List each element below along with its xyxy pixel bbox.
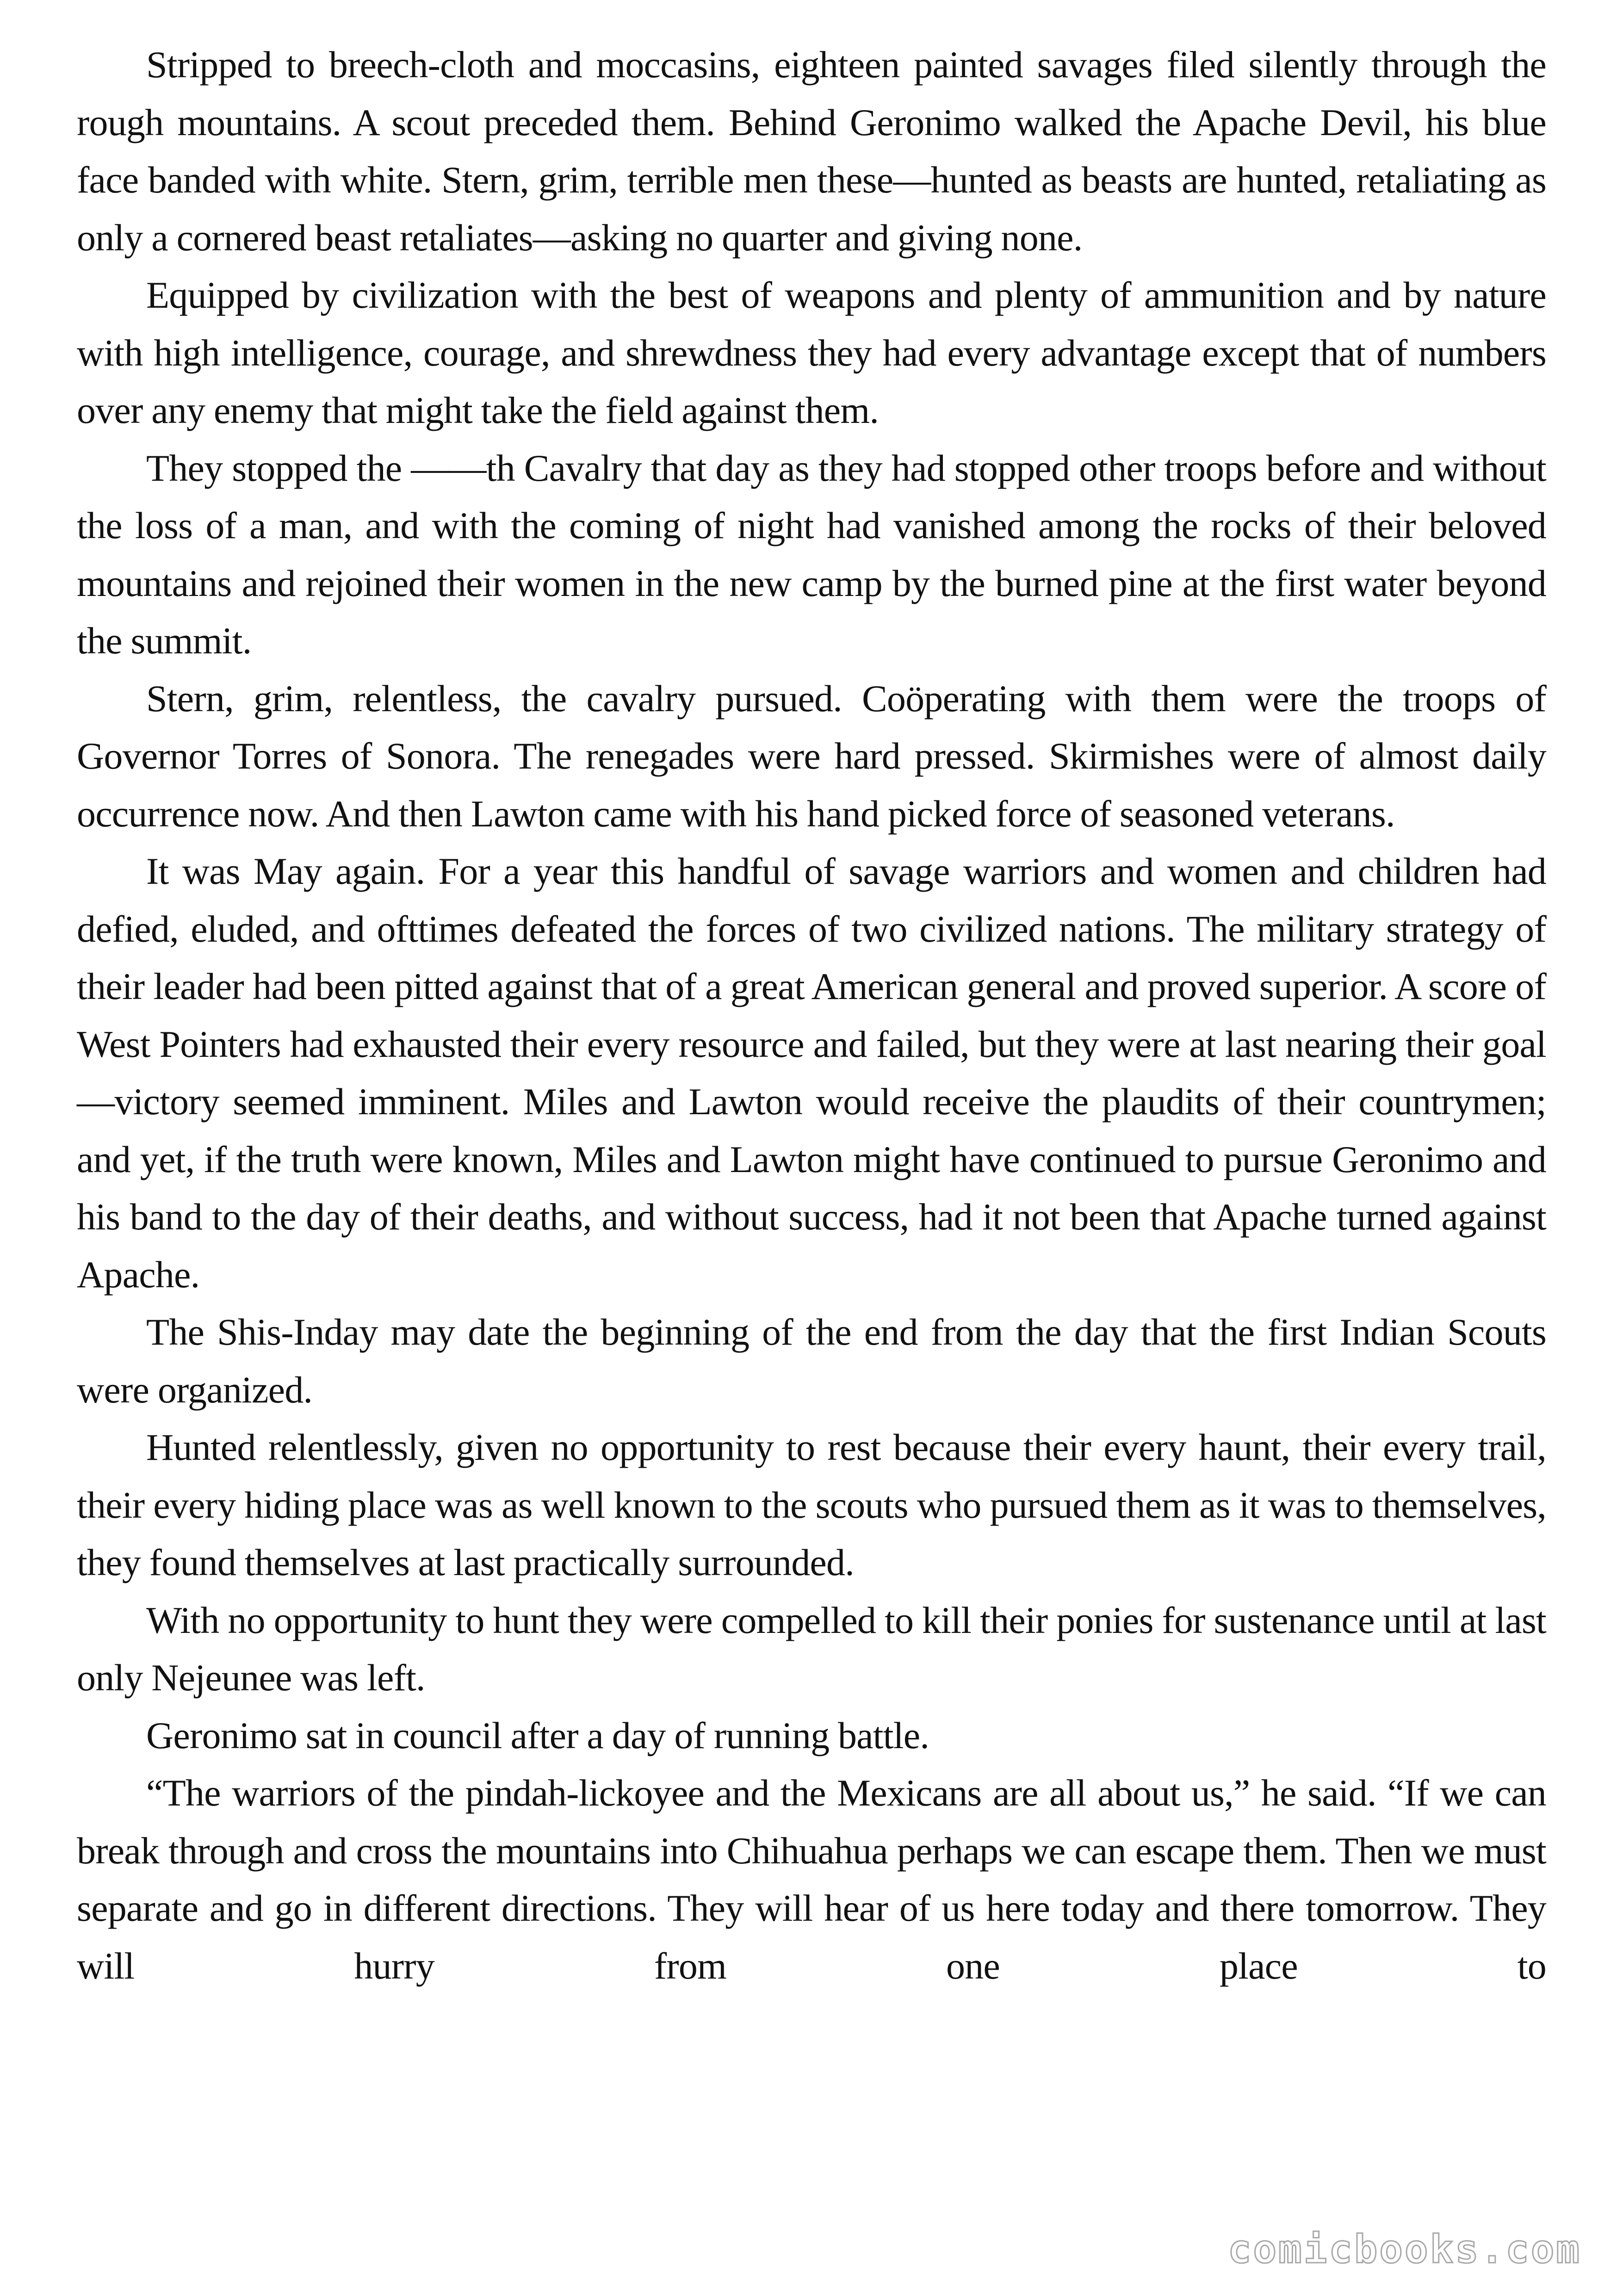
paragraph-3: They stopped the ——th Cavalry that day as they had stopped other troops before and without the loss of a man, and with the coming of night had vanished among the rocks of their beloved mountains and rejoined their women in the new camp by the burned pine at the first water beyond the summit. bbox=[77, 447, 1546, 662]
paragraph-7: Hunted relentlessly, given no opportunity to rest because their every haunt, their every trail, their every hiding place was as well known to the scouts who pursued them as it was to themselves, they found themselves at last practically surrounded. bbox=[77, 1426, 1546, 1583]
paragraph-10: “The warriors of the pindah-lickoyee and the Mexicans are all about us,” he said. “If we can break through and cross the mountains into Chihuahua perhaps we can escape them. Then we must separate and go in different directions. They will hear of us here today and there tomorrow. They will hurry from one place to bbox=[77, 1772, 1546, 1987]
paragraph-1: Stripped to breech-cloth and moccasins, eighteen painted savages filed silently through the rough mountains. A scout preceded them. Behind Geronimo walked the Apache Devil, his blue face banded with white. Stern, grim, terrible men these—hunted as beasts are hunted, retaliating as only a cornered beast retaliates—asking no quarter and giving none. bbox=[77, 43, 1546, 259]
watermark: comicbooks.com bbox=[1227, 2227, 1581, 2272]
paragraph-2: Equipped by civilization with the best of weapons and plenty of ammunition and by nature with high intelligence, courage, and shrewdness they had every advantage except that of numbers over any enemy that might take the field against them. bbox=[77, 274, 1546, 431]
paragraph-8: With no opportunity to hunt they were compelled to kill their ponies for sustenance until at last only Nejeunee was left. bbox=[77, 1599, 1546, 1699]
paragraph-5: It was May again. For a year this handful of savage warriors and women and children had defied, eluded, and ofttimes defeated the forces of two civilized nations. The military strategy of their leader had been pitted against that of a great American general and proved superior. A score of West Pointers had exhausted their every resource and failed, but they were at last nearing their goal—victory seemed imminent. Miles and Lawton would receive the plaudits of their countrymen; and yet, if the truth were known, Miles and Lawton might have continued to pursue Geronimo and his band to the day of their deaths, and without success, had it not been that Apache turned against Apache. bbox=[77, 850, 1546, 1296]
paragraph-9: Geronimo sat in council after a day of running battle. bbox=[146, 1714, 929, 1756]
paragraph-6: The Shis-Inday may date the beginning of the end from the day that the first Indian Scouts were organized. bbox=[77, 1311, 1546, 1411]
document-page bbox=[77, 36, 1546, 1995]
paragraph-4: Stern, grim, relentless, the cavalry pursued. Coöperating with them were the troops of Governor Torres of Sonora. The renegades were hard pressed. Skirmishes were of almost daily occurrence now. And then Lawton came with his hand picked force of seasoned veterans. bbox=[77, 677, 1546, 835]
